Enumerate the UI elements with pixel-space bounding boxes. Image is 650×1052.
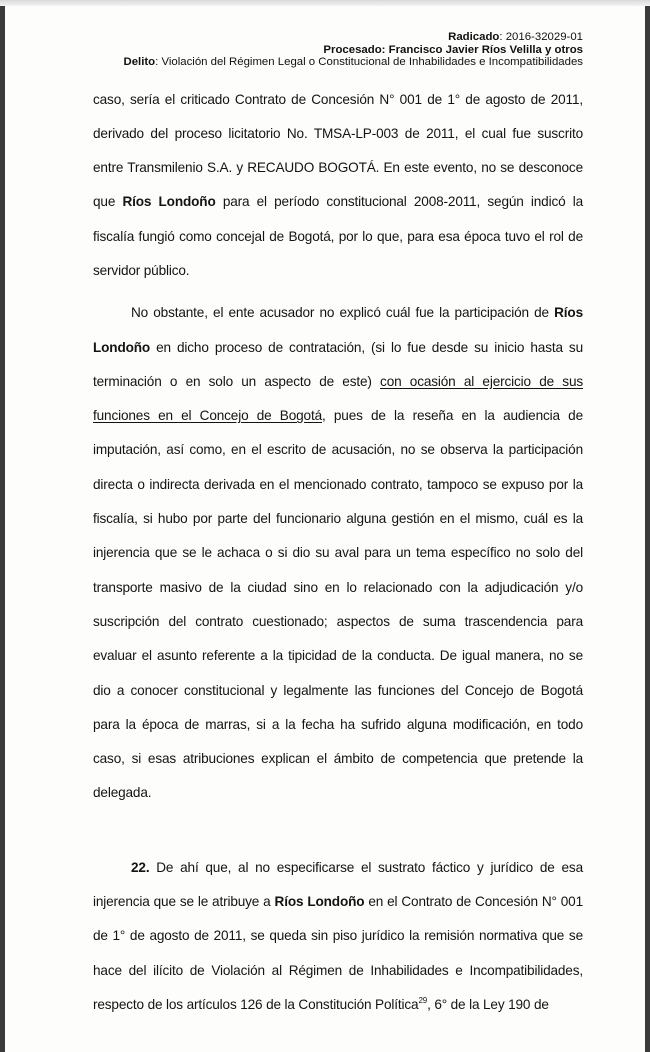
paragraph-1-name: Ríos Londoño	[122, 194, 216, 210]
paragraph-3-number: 22.	[131, 859, 150, 875]
paragraph-2	[93, 296, 583, 810]
paragraph-1-text-b: para el período constitucional 2008-2011, según indicó la fiscalía fungió como concejal de Bogotá, por lo que, para esa época tuvo el rol de servidor público.	[93, 194, 584, 278]
paragraph-1-text-a: caso, sería el criticado Contrato de Concesión N° 001 de 1° de agosto de 2011, derivado del proceso licitatorio No. TMSA-LP-003 de 2011, el cual fue suscrito entre Transmilenio S.A. y RECAUDO BOGOTÁ. En este evento, no se desconoce que	[93, 91, 583, 210]
paragraph-2-underlined: con ocasión al ejercicio de sus funciones en el Concejo de Bogotá	[93, 373, 583, 424]
paragraph-2-text-c: , pues de la reseña en la audiencia de imputación, así como, en el escrito de acusación, no se observa la participación directa o indirecta derivada en el mencionado contrato, tampoco se expuso por la fiscalía, si hubo por parte del funcionario alguna gestión en el mismo, cuál es la injerencia que se le achaca o si dio su aval para un tema específico no solo del transporte masivo de la ciudad sino en lo relacionado con la adjudicación y/o suscripción del contrato cuestionado; aspectos de suma trascendencia para evaluar el asunto referente a la tipicidad de la conducta. De igual manera, no se dio a conocer constitucional y legalmente las funciones del Concejo de Bogotá para la época de marras, si a la fecha ha sufrido alguna modificación, en todo caso, si esas atribuciones explican el ámbito de competencia que pretende la delegada.	[93, 408, 583, 801]
paragraph-3-name: Ríos Londoño	[274, 894, 365, 910]
paragraph-3-text-c: , 6° de la Ley 190 de	[427, 996, 549, 1012]
header-procesado	[93, 44, 583, 57]
paragraph-2-name: Ríos Londoño	[93, 305, 583, 355]
page-header	[93, 31, 583, 69]
paragraph-3-text-b: en el Contrato de Concesión N° 001 de 1° de agosto de 2011, se queda sin piso jurídico la remisión normativa que se hace del ilícito de Violación al Régimen de Inhabilidades e Incompatibilidades, respecto de los artículos 126 de la Constitución Política	[93, 894, 583, 1012]
procesado-value: : Francisco Javier Ríos Velilla y otros	[381, 43, 583, 56]
delito-label: Delito	[123, 56, 156, 68]
paragraph-1	[93, 83, 583, 289]
document-page	[5, 6, 645, 1052]
paragraph-3-text-a: De ahí que, al no especificarse el sustrato fáctico y jurídico de esa injerencia que se le atribuye a	[93, 859, 583, 910]
radicado-label: Radicado	[448, 31, 500, 43]
header-delito	[93, 56, 583, 69]
header-radicado	[93, 31, 583, 44]
paragraph-2-text-a: No obstante, el ente acusador no explicó cuál fue la participación de	[131, 305, 555, 321]
paragraph-2-text-b: en dicho proceso de contratación, (si lo fue desde su inicio hasta su terminación o en solo un aspecto de este)	[93, 339, 583, 389]
procesado-label: Procesado	[323, 43, 382, 56]
paragraph-3	[93, 851, 583, 1022]
delito-value: : Violación del Régimen Legal o Constitucional de Inhabilidades e Incompatibilidades	[155, 56, 583, 68]
footnote-reference[interactable]: 29	[418, 995, 428, 1005]
radicado-value: : 2016-32029-01	[499, 31, 583, 43]
